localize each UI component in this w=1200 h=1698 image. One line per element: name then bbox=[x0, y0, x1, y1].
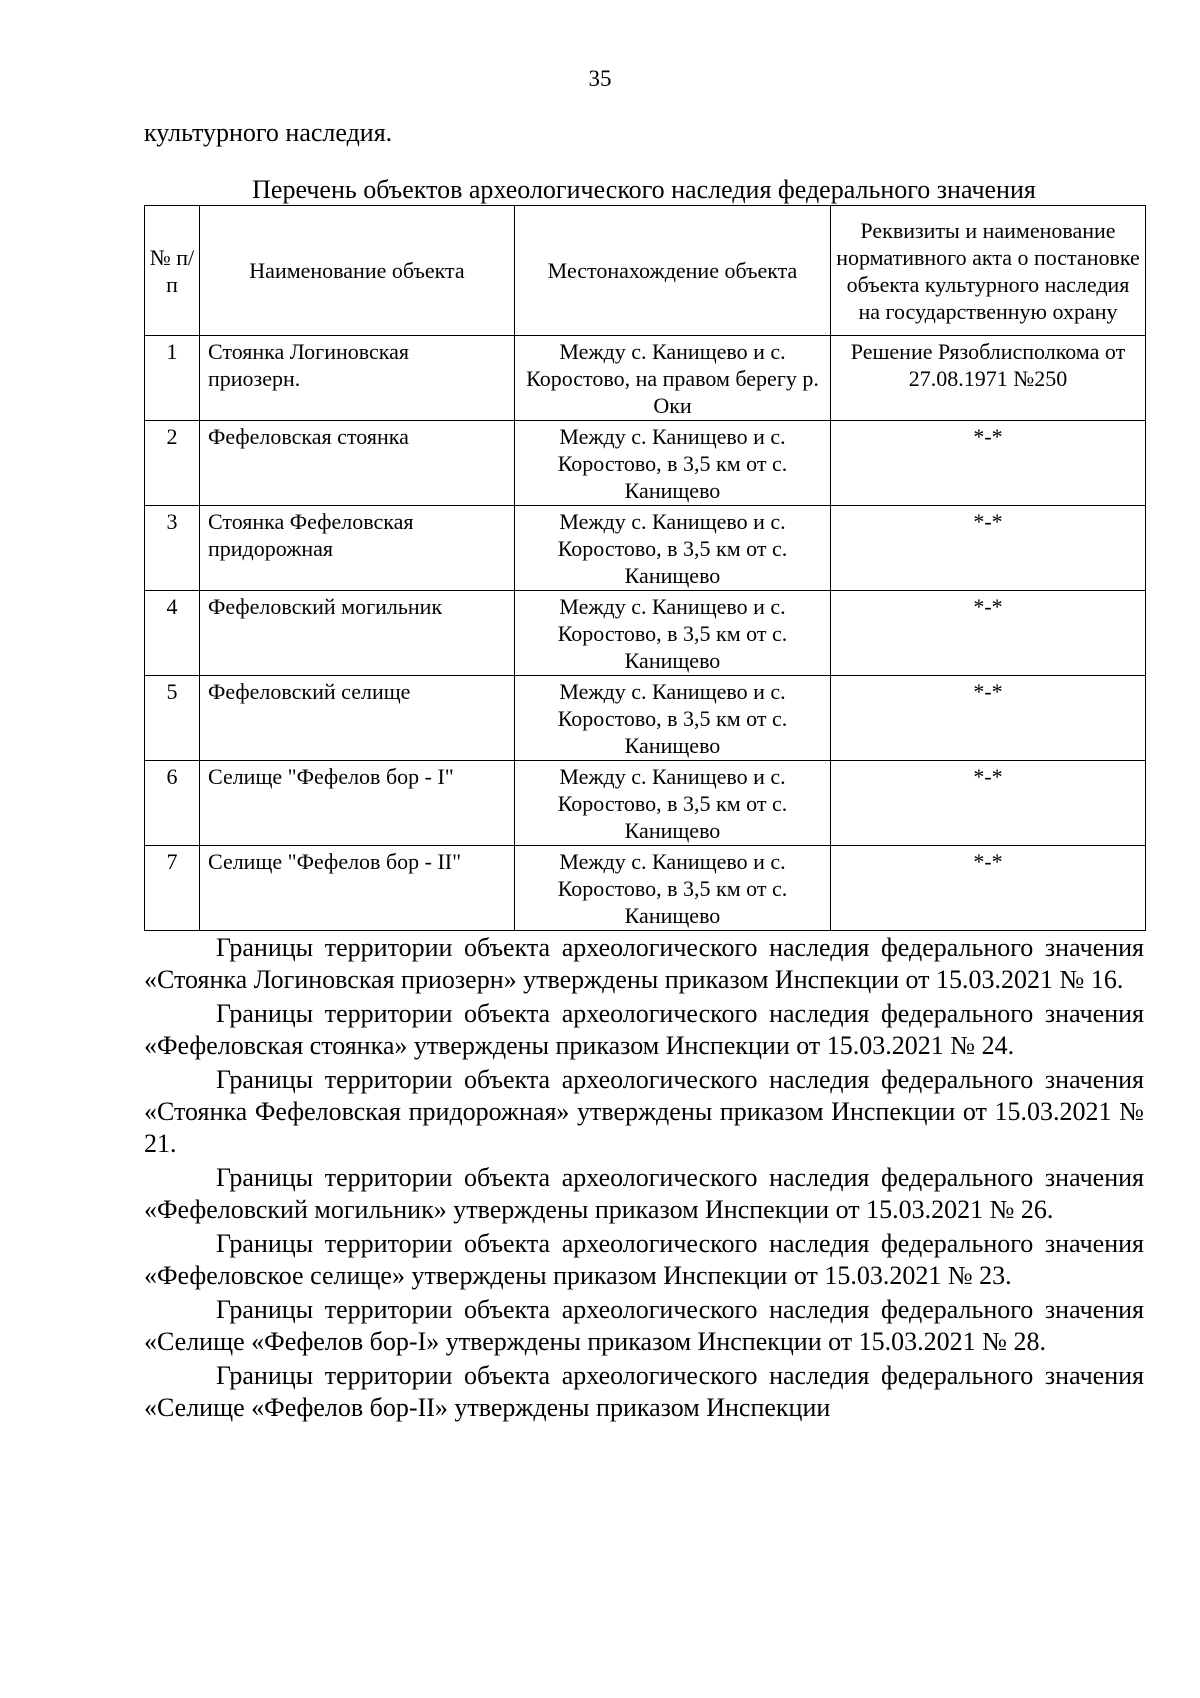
row-name: Фефеловский селище bbox=[200, 676, 515, 761]
paragraph: Границы территории объекта археологического наследия федерального значения «Селище «Фефелов бор-I» утверждены приказом Инспекции от 15.03.2021 № 28. bbox=[144, 1295, 1144, 1356]
table-header-row bbox=[145, 206, 1146, 336]
table-caption: Перечень объектов археологического наследия федерального значения bbox=[252, 175, 1036, 204]
paragraph: Границы территории объекта археологического наследия федерального значения «Фефеловское селище» утверждены приказом Инспекции от 15.03.2021 № 23. bbox=[144, 1229, 1144, 1290]
paragraph: Границы территории объекта археологического наследия федерального значения «Фефеловский могильник» утверждены приказом Инспекции от 15.03.2021 № 26. bbox=[144, 1163, 1144, 1224]
row-act: *-* bbox=[831, 846, 1146, 931]
row-act: *-* bbox=[831, 676, 1146, 761]
paragraph: Границы территории объекта археологического наследия федерального значения «Фефеловская стоянка» утверждены приказом Инспекции от 15.03.2021 № 24. bbox=[144, 999, 1144, 1060]
row-act: Решение Рязоблисполкома от 27.08.1971 №250 bbox=[831, 336, 1146, 421]
row-num: 3 bbox=[145, 506, 200, 591]
table-row bbox=[145, 846, 1146, 931]
header-act: Реквизиты и наименование нормативного акта о постановке объекта культурного наследия на государственную охрану bbox=[831, 206, 1146, 336]
row-name: Стоянка Фефеловская придорожная bbox=[200, 506, 515, 591]
row-name: Фефеловский могильник bbox=[200, 591, 515, 676]
table-row bbox=[145, 506, 1146, 591]
table-row bbox=[145, 336, 1146, 421]
row-num: 5 bbox=[145, 676, 200, 761]
row-name: Фефеловская стоянка bbox=[200, 421, 515, 506]
table-row bbox=[145, 676, 1146, 761]
row-location: Между с. Канищево и с. Коростово, в 3,5 км от с. Канищево bbox=[515, 761, 831, 846]
row-name: Селище "Фефелов бор - II" bbox=[200, 846, 515, 931]
row-location: Между с. Канищево и с. Коростово, в 3,5 км от с. Канищево bbox=[515, 676, 831, 761]
header-name: Наименование объекта bbox=[200, 206, 515, 336]
paragraph: Границы территории объекта археологического наследия федерального значения «Стоянка Фефеловская придорожная» утверждены приказом Инспекции от 15.03.2021 № 21. bbox=[144, 1065, 1144, 1158]
row-location: Между с. Канищево и с. Коростово, на правом берегу р. Оки bbox=[515, 336, 831, 421]
header-location: Местонахождение объекта bbox=[515, 206, 831, 336]
row-name: Селище "Фефелов бор - I" bbox=[200, 761, 515, 846]
table-row bbox=[145, 421, 1146, 506]
row-location: Между с. Канищево и с. Коростово, в 3,5 км от с. Канищево bbox=[515, 421, 831, 506]
paragraph: Границы территории объекта археологического наследия федерального значения «Селище «Фефелов бор-II» утверждены приказом Инспекции bbox=[144, 1361, 1144, 1422]
heritage-table bbox=[144, 205, 1146, 931]
page-number: 35 bbox=[588, 66, 612, 91]
row-location: Между с. Канищево и с. Коростово, в 3,5 км от с. Канищево bbox=[515, 506, 831, 591]
row-num: 4 bbox=[145, 591, 200, 676]
row-num: 7 bbox=[145, 846, 200, 931]
row-act: *-* bbox=[831, 421, 1146, 506]
row-location: Между с. Канищево и с. Коростово, в 3,5 км от с. Канищево bbox=[515, 846, 831, 931]
intro-line: культурного наследия. bbox=[144, 118, 393, 147]
row-act: *-* bbox=[831, 761, 1146, 846]
row-act: *-* bbox=[831, 506, 1146, 591]
row-num: 1 bbox=[145, 336, 200, 421]
row-location: Между с. Канищево и с. Коростово, в 3,5 км от с. Канищево bbox=[515, 591, 831, 676]
row-num: 2 bbox=[145, 421, 200, 506]
body-text bbox=[144, 932, 1144, 1426]
table-row bbox=[145, 761, 1146, 846]
row-name: Стоянка Логиновская приозерн. bbox=[200, 336, 515, 421]
heritage-table-container bbox=[144, 205, 1145, 931]
table-row bbox=[145, 591, 1146, 676]
paragraph: Границы территории объекта археологического наследия федерального значения «Стоянка Логиновская приозерн» утверждены приказом Инспекции от 15.03.2021 № 16. bbox=[144, 933, 1144, 994]
row-num: 6 bbox=[145, 761, 200, 846]
row-act: *-* bbox=[831, 591, 1146, 676]
header-num: № п/п bbox=[145, 206, 200, 336]
